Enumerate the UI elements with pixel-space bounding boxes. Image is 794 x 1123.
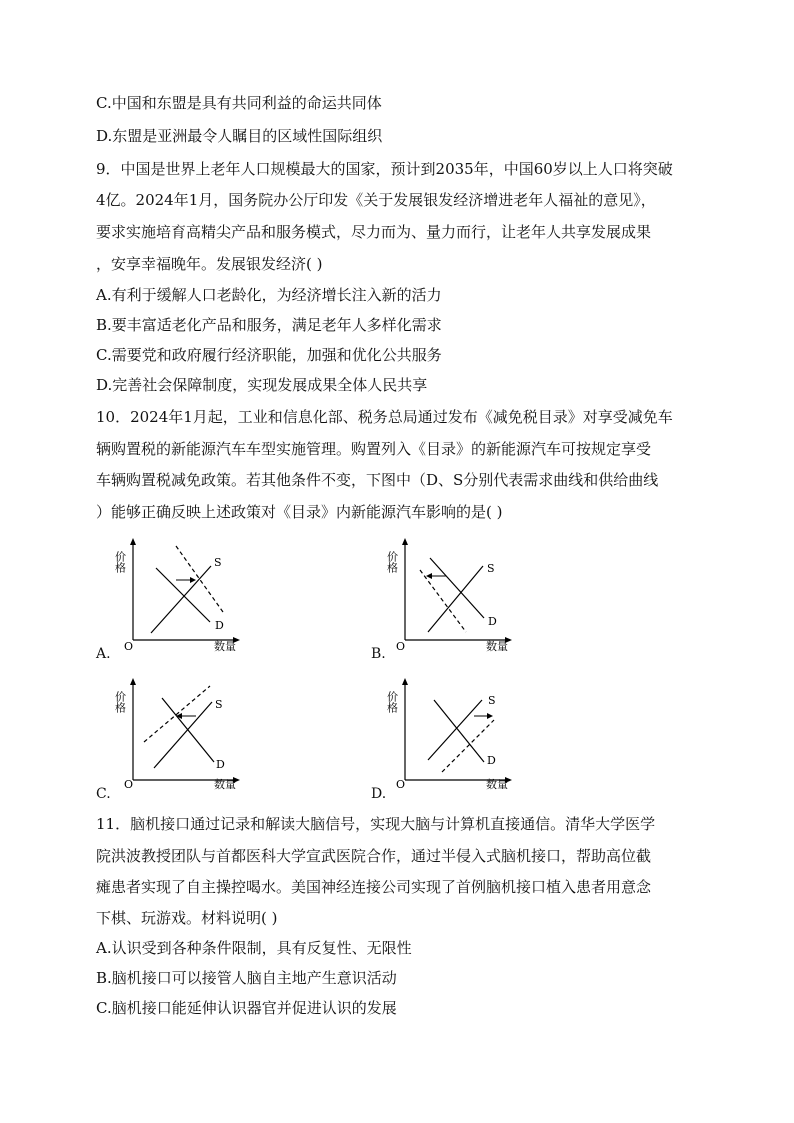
q11-option-c: C.脑机接口能延伸认识器官并促进认识的发展 xyxy=(96,999,397,1017)
shift-arrow-icon xyxy=(190,577,196,583)
y-axis-label: 价格 xyxy=(113,551,127,573)
q9-option-a: A.有利于缓解人口老龄化，为经济增长注入新的活力 xyxy=(96,286,442,304)
q9-option-d: D.完善社会保障制度，实现发展成果全体人民共享 xyxy=(96,376,428,394)
shift-arrow-icon xyxy=(487,713,493,719)
origin-label: O xyxy=(396,778,406,791)
shift-arrow-icon xyxy=(426,573,432,579)
supply-curve xyxy=(151,566,211,633)
demand-curve xyxy=(430,558,484,618)
q9-option-b: B.要丰富适老化产品和服务，满足老年人多样化需求 xyxy=(96,316,442,334)
q9-stem-line-4: ，安享幸福晚年。发展银发经济( ) xyxy=(96,255,323,273)
q8-option-d: D.东盟是亚洲最令人瞩目的区域性国际组织 xyxy=(96,127,383,145)
y-axis-arrow-icon xyxy=(130,678,136,685)
graph-d xyxy=(385,676,530,796)
origin-label: O xyxy=(124,640,134,653)
origin-label: O xyxy=(124,778,134,791)
supply-label: S xyxy=(214,556,222,569)
q11-stem-line-1: 11．脑机接口通过记录和解读大脑信号，实现大脑与计算机直接通信。清华大学医学 xyxy=(96,815,656,833)
demand-label: D xyxy=(488,615,497,628)
q10-stem-line-3: 车辆购置税减免政策。若其他条件不变，下图中（D、S分别代表需求曲线和供给曲线 xyxy=(96,471,659,489)
y-axis-arrow-icon xyxy=(402,678,408,685)
graph-b-label: B. xyxy=(371,646,386,662)
graph-b xyxy=(385,536,530,656)
q11-stem-line-2: 院洪波教授团队与首都医科大学宣武医院合作，通过半侵入式脑机接口，帮助高位截 xyxy=(96,847,652,865)
supply-label: S xyxy=(488,694,496,707)
demand-curve xyxy=(434,700,484,762)
y-axis-label: 价格 xyxy=(385,691,399,713)
q11-option-a: A.认识受到各种条件限制，具有反复性、无限性 xyxy=(96,939,412,957)
q11-stem-line-3: 瘫患者实现了自主操控喝水。美国神经连接公司实现了首例脑机接口植入患者用意念 xyxy=(96,878,652,896)
q11-option-b: B.脑机接口可以接管人脑自主地产生意识活动 xyxy=(96,969,397,987)
supply-curve xyxy=(428,700,482,760)
q11-stem-line-4: 下棋、玩游戏。材料说明( ) xyxy=(96,909,278,927)
supply-curve xyxy=(154,702,212,768)
q10-stem-line-1: 10．2024年1月起，工业和信息化部、税务总局通过发布《减免税目录》对享受减免车 xyxy=(96,408,673,426)
y-axis-label: 价格 xyxy=(113,691,127,713)
graph-c-label: C. xyxy=(96,786,111,802)
supply-label: S xyxy=(215,698,223,711)
graph-a-label: A. xyxy=(96,646,111,662)
x-axis-label: 数量 xyxy=(486,778,508,791)
demand-label: D xyxy=(216,758,225,771)
q10-stem-line-4: ）能够正确反映上述政策对《目录》内新能源汽车影响的是( ) xyxy=(96,503,503,521)
x-axis-label: 数量 xyxy=(214,778,236,791)
q9-stem-line-1: 9．中国是世界上老年人口规模最大的国家，预计到2035年，中国60岁以上人口将突破 xyxy=(96,160,673,178)
demand-label: D xyxy=(215,619,224,632)
q10-stem-line-2: 辆购置税的新能源汽车车型实施管理。购置列入《目录》的新能源汽车可按规定享受 xyxy=(96,440,652,458)
q8-option-c: C.中国和东盟是具有共同利益的命运共同体 xyxy=(96,94,382,112)
x-axis-label: 数量 xyxy=(214,640,236,653)
y-axis-label: 价格 xyxy=(385,551,399,573)
y-axis-arrow-icon xyxy=(130,538,136,545)
y-axis-arrow-icon xyxy=(402,538,408,545)
origin-label: O xyxy=(396,640,406,653)
demand-label: D xyxy=(487,754,496,767)
supply-label: S xyxy=(487,562,495,575)
demand-curve-shifted xyxy=(420,570,466,632)
demand-curve xyxy=(162,698,214,762)
supply-curve-shifted xyxy=(144,686,210,742)
q9-stem-line-2: 4亿。2024年1月，国务院办公厅印发《关于发展银发经济增进老年人福祉的意见》， xyxy=(96,191,656,209)
q9-option-c: C.需要党和政府履行经济职能，加强和优化公共服务 xyxy=(96,346,442,364)
graph-d-label: D. xyxy=(371,786,387,802)
x-axis-label: 数量 xyxy=(486,640,508,653)
graph-c xyxy=(113,676,258,796)
q9-stem-line-3: 要求实施培育高精尖产品和服务模式，尽力而为、量力而行，让老年人共享发展成果 xyxy=(96,223,652,241)
graph-a xyxy=(113,536,258,656)
